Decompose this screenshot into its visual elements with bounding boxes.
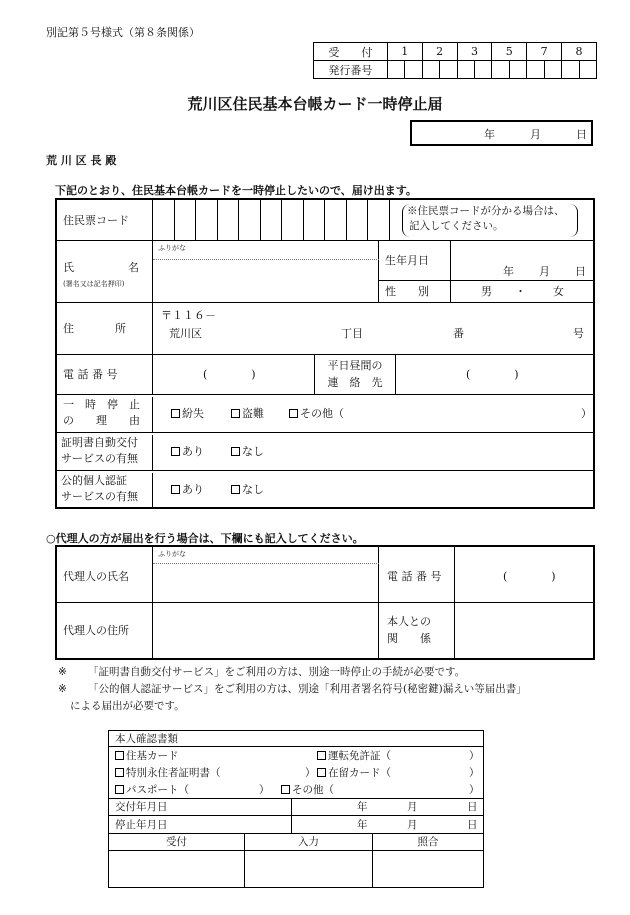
address-label: 住 所 xyxy=(57,303,153,355)
close-paren: ） xyxy=(259,784,270,796)
agent-name-label: 代理人の氏名 xyxy=(57,547,153,603)
form-reference: 別記第５号様式（第８条関係） xyxy=(46,26,200,39)
checkbox-icon[interactable] xyxy=(317,751,326,760)
doc-juki-label: 住基カード xyxy=(126,750,179,762)
checkbox-icon[interactable] xyxy=(115,768,124,777)
sex-female[interactable]: 女 xyxy=(553,285,564,298)
input-stamp-field[interactable] xyxy=(245,851,373,887)
reception-label: 受付 xyxy=(109,834,245,851)
pki-label-line2: サービスの有無 xyxy=(61,490,138,503)
birth-label: 生年月日 xyxy=(379,241,451,281)
reason-other-label: その他（ xyxy=(300,407,344,420)
note-text: 「公的個人認証サービス」をご利用の方は、別途「利用者署名符号(秘密鍵)漏えい等届出書」 xyxy=(88,683,527,695)
check-label: 照合 xyxy=(373,834,483,851)
doc-other-label: その他（ xyxy=(292,784,334,796)
auto-yes-option[interactable] xyxy=(171,433,204,471)
birth-day: 日 xyxy=(575,265,586,278)
address-ban: 番 xyxy=(453,327,464,340)
sex-label: 性 別 xyxy=(379,281,451,303)
note-mark: ※ xyxy=(58,666,67,678)
agent-address-field[interactable] xyxy=(153,603,379,658)
checkbox-icon[interactable] xyxy=(231,447,240,456)
name-field[interactable] xyxy=(153,241,379,303)
phone-label: 電 話 番 号 xyxy=(57,355,153,395)
check-stamp-field[interactable] xyxy=(373,851,483,887)
checkbox-icon[interactable] xyxy=(317,768,326,777)
main-form xyxy=(55,198,595,509)
agent-heading: ○代理人の方が届出を行う場合は、下欄にも記入してください。 xyxy=(46,532,364,545)
form-title: 荒川区住民基本台帳カード一時停止届 xyxy=(187,95,443,113)
relation-label-line2: 関 係 xyxy=(387,632,431,645)
id-docs-title: 本人確認書類 xyxy=(109,731,483,747)
receipt-number: 8 xyxy=(562,43,597,61)
reason-label-line2: の 理 由 xyxy=(63,414,140,427)
birth-month: 月 xyxy=(539,265,550,278)
addressee: 荒 川 区 長 殿 xyxy=(46,154,117,167)
pki-no-option[interactable] xyxy=(231,471,264,509)
date-month: 月 xyxy=(530,128,541,141)
reason-other-close: ） xyxy=(581,407,592,420)
date-year: 年 xyxy=(484,128,495,141)
receipt-number: 7 xyxy=(527,43,562,61)
receipt-number: 2 xyxy=(422,43,457,61)
issue-day: 日 xyxy=(467,801,478,813)
office-table xyxy=(108,730,484,888)
issue-number-field[interactable] xyxy=(387,61,596,79)
checkbox-icon[interactable] xyxy=(281,785,290,794)
close-paren: ） xyxy=(469,767,480,779)
daytime-label-line2: 連 絡 先 xyxy=(327,376,383,389)
birth-year: 年 xyxy=(503,265,514,278)
postal-prefix: 〒１１６－ xyxy=(161,309,216,322)
auto-service-options xyxy=(153,433,593,471)
resident-code-note xyxy=(402,204,578,237)
agent-address-label: 代理人の住所 xyxy=(57,603,153,658)
close-paren: ） xyxy=(305,767,316,779)
auto-label-line2: サービスの有無 xyxy=(61,452,138,465)
doc-license-option[interactable] xyxy=(317,748,391,765)
checkbox-icon[interactable] xyxy=(231,409,240,418)
stop-year: 年 xyxy=(357,819,368,831)
date-box[interactable] xyxy=(410,120,593,146)
doc-residence-option[interactable] xyxy=(317,765,391,782)
checkbox-icon[interactable] xyxy=(171,409,180,418)
checkbox-icon[interactable] xyxy=(171,485,180,494)
agent-phone-field[interactable] xyxy=(455,547,593,603)
issue-date-row xyxy=(109,799,483,816)
stop-date-label: 停止年月日 xyxy=(115,819,168,831)
resident-code-field[interactable] xyxy=(153,200,390,241)
stop-day: 日 xyxy=(467,819,478,831)
doc-permanent-option[interactable] xyxy=(115,765,221,782)
notes xyxy=(58,664,527,715)
auto-yes-label: あり xyxy=(182,445,204,458)
pki-service-options xyxy=(153,471,593,507)
reason-stolen-option[interactable] xyxy=(231,395,264,433)
pki-yes-label: あり xyxy=(182,483,204,496)
issue-date-label: 交付年月日 xyxy=(115,801,168,813)
pki-yes-option[interactable] xyxy=(171,471,204,509)
auto-no-option[interactable] xyxy=(231,433,264,471)
receipt-table xyxy=(313,42,597,79)
doc-other-option[interactable] xyxy=(281,782,334,799)
name-label: 氏 名 xyxy=(63,261,141,274)
relation-field[interactable] xyxy=(455,603,593,658)
reason-label xyxy=(57,397,153,433)
doc-juki-option[interactable] xyxy=(115,748,179,765)
auto-label-line1: 証明書自動交付 xyxy=(61,436,138,449)
daytime-paren: ( ) xyxy=(466,368,519,381)
birth-field[interactable] xyxy=(451,241,593,281)
pki-label-line1: 公的個人認証 xyxy=(61,474,127,487)
address-go: 号 xyxy=(573,327,584,340)
intro-text: 下記のとおり、住民基本台帳カードを一時停止したいので、届け出ます。 xyxy=(55,184,417,197)
reason-label-line1: 一 時 停 止 xyxy=(63,398,140,411)
resident-code-label: 住民票コード xyxy=(57,200,153,241)
close-paren: ） xyxy=(469,784,480,796)
address-chome: 丁目 xyxy=(341,327,363,340)
sex-field[interactable] xyxy=(451,281,593,303)
agent-phone-paren: ( ) xyxy=(503,570,556,583)
agent-phone-label: 電 話 番 号 xyxy=(379,547,455,603)
date-day: 日 xyxy=(576,128,587,141)
checkbox-icon[interactable] xyxy=(289,409,298,418)
doc-license-label: 運転免許証（ xyxy=(328,750,391,762)
agent-furigana: ふりがな xyxy=(158,550,186,558)
checkbox-icon[interactable] xyxy=(115,751,124,760)
issue-month: 月 xyxy=(407,801,418,813)
relation-label-line1: 本人との xyxy=(387,615,431,628)
checkbox-icon[interactable] xyxy=(115,785,124,794)
note-text: 「証明書自動交付サービス」をご利用の方は、別途一時停止の手続が必要です。 xyxy=(88,666,466,678)
stop-month: 月 xyxy=(407,819,418,831)
name-note: (署名又は記名押印) xyxy=(63,280,125,288)
checkbox-icon[interactable] xyxy=(231,485,240,494)
sex-separator: ・ xyxy=(515,285,526,298)
resident-code-note-line2: 記入してください。 xyxy=(409,220,504,232)
reason-lost-option[interactable] xyxy=(171,395,204,433)
receipt-label: 受 付 xyxy=(314,43,388,61)
sex-male[interactable]: 男 xyxy=(481,285,492,298)
daytime-contact-field[interactable] xyxy=(395,355,593,395)
doc-passport-option[interactable] xyxy=(115,782,189,799)
reason-lost-label: 紛失 xyxy=(182,407,204,420)
issue-number-label: 発行番号 xyxy=(314,61,388,79)
resident-code-note-line1: ※住民票コードが分かる場合は、 xyxy=(407,205,565,217)
receipt-number: 5 xyxy=(492,43,527,61)
daytime-label-line1: 平日昼間の xyxy=(327,359,383,372)
auto-service-label xyxy=(57,435,153,471)
stamp-row xyxy=(109,834,483,887)
address-city: 荒川区 xyxy=(169,327,202,340)
note-item xyxy=(58,681,527,698)
name-furigana: ふりがな xyxy=(158,244,186,252)
receipt-number: 3 xyxy=(457,43,492,61)
reason-other-option[interactable] xyxy=(289,395,344,433)
phone-field[interactable] xyxy=(153,355,315,395)
input-label: 入力 xyxy=(245,834,373,851)
phone-paren: ( ) xyxy=(203,368,256,381)
note-item xyxy=(58,664,527,681)
receipt-number: 1 xyxy=(387,43,422,61)
reason-options xyxy=(153,395,593,433)
reason-stolen-label: 盗難 xyxy=(242,407,264,420)
checkbox-icon[interactable] xyxy=(171,447,180,456)
address-field[interactable] xyxy=(153,303,593,355)
agent-form xyxy=(55,545,595,660)
agent-name-field[interactable] xyxy=(153,547,379,603)
close-paren: ） xyxy=(469,750,480,762)
reception-stamp-field[interactable] xyxy=(109,851,245,887)
pki-service-label xyxy=(57,473,153,507)
daytime-contact-label xyxy=(315,357,395,393)
auto-no-label: なし xyxy=(242,445,264,458)
stop-date-row xyxy=(109,816,483,834)
doc-passport-label: パスポート（ xyxy=(126,784,189,796)
note-mark: ※ xyxy=(58,683,67,695)
doc-residence-label: 在留カード（ xyxy=(328,767,391,779)
doc-permanent-label: 特別永住者証明書（ xyxy=(126,767,221,779)
issue-year: 年 xyxy=(357,801,368,813)
id-docs-options xyxy=(109,747,483,799)
note-continuation: による届出が必要です。 xyxy=(70,700,185,712)
relation-label xyxy=(379,603,455,658)
pki-no-label: なし xyxy=(242,483,264,496)
